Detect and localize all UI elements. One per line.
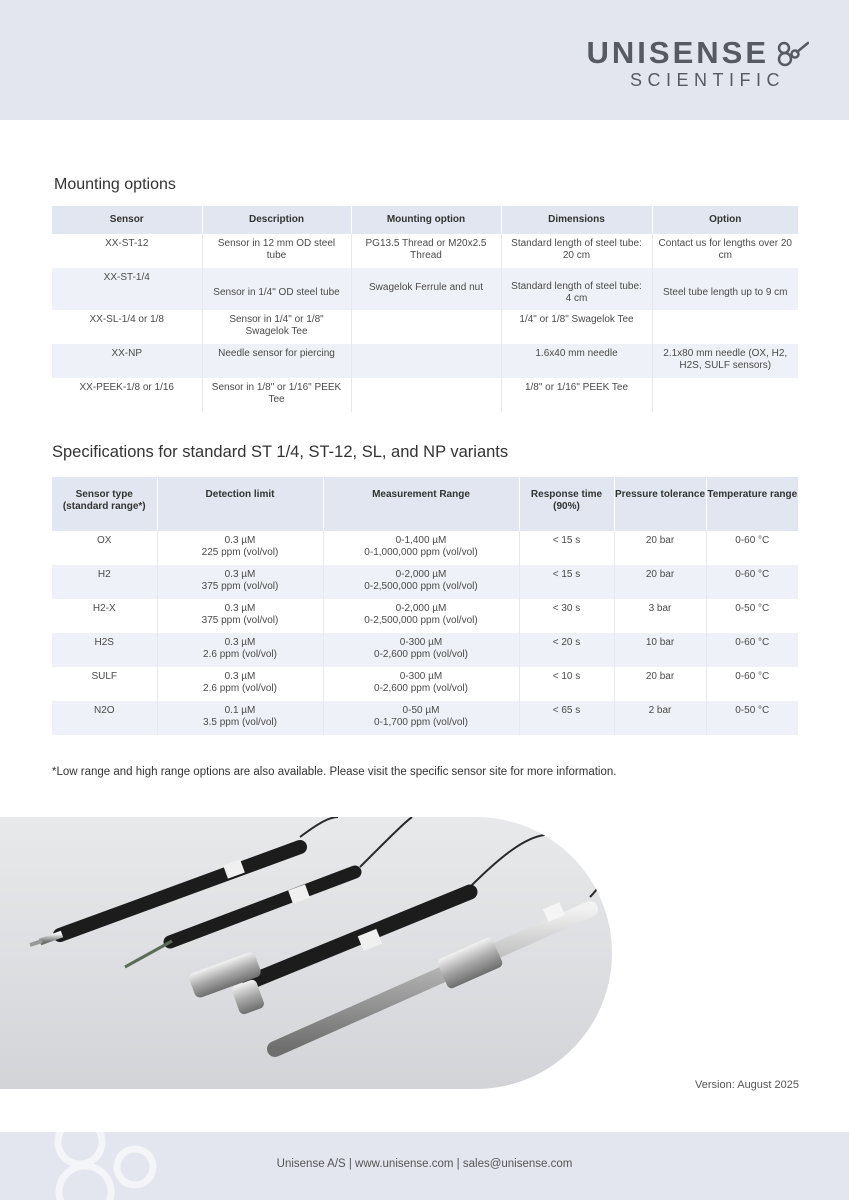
- table-cell: 1.6x40 mm needle: [501, 344, 652, 378]
- table-row: [52, 701, 798, 735]
- column-header: Description: [202, 206, 351, 234]
- table-row: [52, 565, 798, 599]
- column-header: Response time (90%): [519, 477, 614, 531]
- cell-line: 2 bar: [648, 705, 672, 716]
- column-header: Detection limit: [157, 477, 323, 531]
- table-cell: [706, 701, 798, 735]
- version-label: Version: August 2025: [695, 1079, 799, 1091]
- cell-line: 375 ppm (vol/vol): [201, 615, 279, 626]
- table-row: [52, 344, 798, 378]
- table-cell: 2.1x80 mm needle (OX, H2, H2S, SULF sensors): [652, 344, 798, 378]
- cell-line: 0.3 µM: [224, 535, 256, 546]
- table-cell: Contact us for lengths over 20 cm: [652, 234, 798, 268]
- table-header-row: [52, 477, 798, 531]
- column-header: Measurement Range: [323, 477, 519, 531]
- cell-line: 0-50 °C: [735, 705, 770, 716]
- table-cell: Sensor in 12 mm OD steel tube: [202, 234, 351, 268]
- table-cell: [519, 701, 614, 735]
- cell-line: H2S: [94, 637, 114, 648]
- table-cell: Sensor in 1/8" or 1/16" PEEK Tee: [202, 378, 351, 412]
- cell-line: < 15 s: [552, 535, 581, 546]
- cell-line: 0-60 °C: [735, 637, 770, 648]
- cell-line: 0-1,400 µM: [395, 535, 447, 546]
- cell-line: 20 bar: [645, 671, 675, 682]
- table-row: [52, 310, 798, 344]
- table-cell: Standard length of steel tube: 4 cm: [501, 268, 652, 310]
- table-cell: Needle sensor for piercing: [202, 344, 351, 378]
- table-row: [52, 667, 798, 701]
- table-cell: 1/4" or 1/8" Swagelok Tee: [501, 310, 652, 344]
- cell-line: 2.6 ppm (vol/vol): [203, 649, 277, 660]
- table-cell: [614, 633, 706, 667]
- table-cell: [351, 378, 501, 412]
- table-cell: [52, 599, 157, 633]
- cell-line: 0-300 µM: [399, 637, 443, 648]
- table-cell: Steel tube length up to 9 cm: [652, 268, 798, 310]
- cell-line: 0-1,700 ppm (vol/vol): [374, 717, 468, 728]
- ampersand-bubble-icon: [775, 39, 809, 67]
- cell-line: SULF: [91, 671, 118, 682]
- table-cell: [652, 310, 798, 344]
- cell-line: 0-2,000 µM: [395, 569, 447, 580]
- table-row: [52, 633, 798, 667]
- cell-line: < 30 s: [552, 603, 581, 614]
- cell-line: 0.3 µM: [224, 569, 256, 580]
- table-cell: [706, 633, 798, 667]
- table-cell: [614, 599, 706, 633]
- table-cell: Sensor in 1/4" OD steel tube: [202, 268, 351, 310]
- table-cell: [614, 667, 706, 701]
- table-cell: [157, 667, 323, 701]
- table-cell: Standard length of steel tube: 20 cm: [501, 234, 652, 268]
- cell-line: 0-60 °C: [735, 569, 770, 580]
- table-cell: [323, 667, 519, 701]
- table-cell: [157, 701, 323, 735]
- table-cell: Swagelok Ferrule and nut: [351, 268, 501, 310]
- cell-line: 0.3 µM: [224, 603, 256, 614]
- cell-line: 0-50 °C: [735, 603, 770, 614]
- table-row: [52, 234, 798, 268]
- cell-line: 375 ppm (vol/vol): [201, 581, 279, 592]
- table-cell: XX-SL-1/4 or 1/8: [52, 310, 202, 344]
- column-header: Dimensions: [501, 206, 652, 234]
- cell-line: 0-50 µM: [402, 705, 440, 716]
- footer-contact: Unisense A/S | www.unisense.com | sales@unisense.com: [276, 1158, 573, 1170]
- table-cell: [157, 599, 323, 633]
- cell-line: 0-1,000,000 ppm (vol/vol): [364, 547, 478, 558]
- cell-line: 0.3 µM: [224, 671, 256, 682]
- cell-line: 20 bar: [645, 535, 675, 546]
- table-cell: [706, 599, 798, 633]
- cell-line: < 65 s: [552, 705, 581, 716]
- cell-line: 3.5 ppm (vol/vol): [203, 717, 277, 728]
- table-cell: [157, 633, 323, 667]
- table-cell: [706, 531, 798, 565]
- column-header: Sensor type (standard range*): [52, 477, 157, 531]
- table-cell: Sensor in 1/4" or 1/8" Swagelok Tee: [202, 310, 351, 344]
- table-cell: [52, 565, 157, 599]
- table-row: [52, 531, 798, 565]
- table-cell: [706, 565, 798, 599]
- cell-line: < 10 s: [552, 671, 581, 682]
- product-photo: [0, 817, 612, 1089]
- column-header: Sensor: [52, 206, 202, 234]
- table-cell: [614, 701, 706, 735]
- mounting-options-title: Mounting options: [54, 176, 176, 193]
- unisense-logo: [587, 36, 809, 90]
- table-cell: XX-NP: [52, 344, 202, 378]
- column-header: Mounting option: [351, 206, 501, 234]
- table-cell: [614, 531, 706, 565]
- footnote: *Low range and high range options are also available. Please visit the specific sensor site for more information.: [52, 766, 617, 778]
- table-cell: [614, 565, 706, 599]
- cell-line: 0-60 °C: [735, 671, 770, 682]
- table-cell: [351, 344, 501, 378]
- column-header: Pressure tolerance: [614, 477, 706, 531]
- cell-line: H2-X: [92, 603, 116, 614]
- logo-wordmark: UNISENSE: [586, 35, 769, 70]
- specifications-table: [52, 477, 798, 735]
- specifications-body: [52, 531, 798, 735]
- table-cell: [323, 633, 519, 667]
- cell-line: 0-2,000 µM: [395, 603, 447, 614]
- column-header: Option: [652, 206, 798, 234]
- page-footer: [0, 1132, 849, 1200]
- cell-line: < 20 s: [552, 637, 581, 648]
- table-cell: [323, 599, 519, 633]
- table-cell: [519, 667, 614, 701]
- cell-line: < 15 s: [552, 569, 581, 580]
- mounting-options-table: [52, 206, 798, 412]
- table-cell: [52, 701, 157, 735]
- table-cell: [157, 531, 323, 565]
- column-header: Temperature range: [706, 477, 798, 531]
- table-cell: [323, 701, 519, 735]
- table-cell: [323, 565, 519, 599]
- cell-line: 10 bar: [645, 637, 675, 648]
- sensor-probes-illustration: [0, 817, 612, 1089]
- cell-line: 0-2,600 ppm (vol/vol): [374, 683, 468, 694]
- cell-line: H2: [97, 569, 111, 580]
- page-header: [0, 0, 849, 120]
- cell-line: 0-2,500,000 ppm (vol/vol): [364, 615, 478, 626]
- cell-line: 0-60 °C: [735, 535, 770, 546]
- table-cell: [652, 378, 798, 412]
- cell-line: 0.1 µM: [224, 705, 256, 716]
- table-cell: [52, 531, 157, 565]
- cell-line: 20 bar: [645, 569, 675, 580]
- table-cell: [519, 599, 614, 633]
- cell-line: 3 bar: [648, 603, 672, 614]
- table-row: [52, 378, 798, 412]
- table-cell: PG13.5 Thread or M20x2.5 Thread: [351, 234, 501, 268]
- table-cell: 1/8" or 1/16" PEEK Tee: [501, 378, 652, 412]
- table-cell: [52, 633, 157, 667]
- cell-line: 0-2,600 ppm (vol/vol): [374, 649, 468, 660]
- cell-line: OX: [97, 535, 112, 546]
- table-header-row: [52, 206, 798, 234]
- table-cell: [519, 633, 614, 667]
- table-cell: [157, 565, 323, 599]
- table-row: [52, 268, 798, 310]
- cell-line: 2.6 ppm (vol/vol): [203, 683, 277, 694]
- cell-line: N2O: [93, 705, 115, 716]
- specifications-title: Specifications for standard ST 1/4, ST-12, SL, and NP variants: [52, 443, 509, 461]
- table-cell: [323, 531, 519, 565]
- cell-line: 0-300 µM: [399, 671, 443, 682]
- table-cell: XX-PEEK-1/8 or 1/16: [52, 378, 202, 412]
- table-cell: [351, 310, 501, 344]
- cell-line: 225 ppm (vol/vol): [201, 547, 279, 558]
- cell-line: 0-2,500,000 ppm (vol/vol): [364, 581, 478, 592]
- logo-subtitle: SCIENTIFIC: [629, 70, 785, 90]
- table-row: [52, 599, 798, 633]
- cell-line: 0.3 µM: [224, 637, 256, 648]
- table-cell: [519, 531, 614, 565]
- table-cell: [52, 667, 157, 701]
- table-cell: XX-ST-1/4: [52, 268, 202, 310]
- table-cell: XX-ST-12: [52, 234, 202, 268]
- table-cell: [519, 565, 614, 599]
- table-cell: [706, 667, 798, 701]
